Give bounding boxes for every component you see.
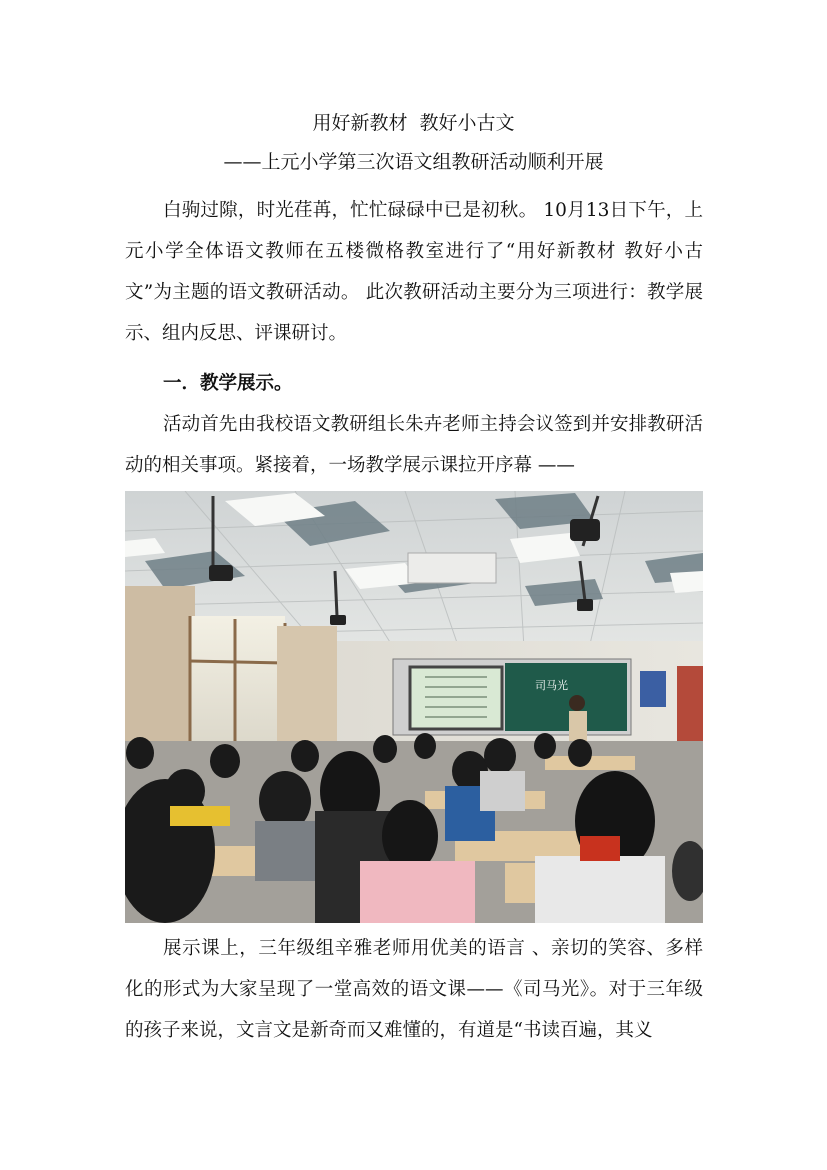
document-title: 用好新教材 教好小古文: [312, 112, 515, 134]
classroom-photo: [125, 491, 703, 923]
paragraph-intro: 白驹过隙，时光荏苒，忙忙碌碌中已是初秋。 10月13日下午，上元小学全体语文教师在五楼微格教室进行了“用好新教材 教好小古文”为主题的语文教研活动。 此次教研活动主要分为三项进行：教学展示、组内反思、评课研讨。: [125, 200, 703, 344]
paragraph-lesson: 展示课上，三年级组辛雅老师用优美的语言 、亲切的笑容、多样化的形式为大家呈现了一堂高效的语文课——《司马光》。对于三年级的孩子来说，文言文是新奇而又难懂的，有道是“书读百遍，其义: [125, 938, 703, 1041]
section-heading: 一．教学展示。: [163, 373, 293, 394]
document-subtitle: ——上元小学第三次语文组教研活动顺利开展: [223, 151, 604, 173]
board-text: 司马光: [535, 679, 568, 692]
paragraph-activity: 活动首先由我校语文教研组长朱卉老师主持会议签到并安排教研活动的相关事项。紧接着，一场教学展示课拉开序幕 ——: [125, 414, 703, 476]
